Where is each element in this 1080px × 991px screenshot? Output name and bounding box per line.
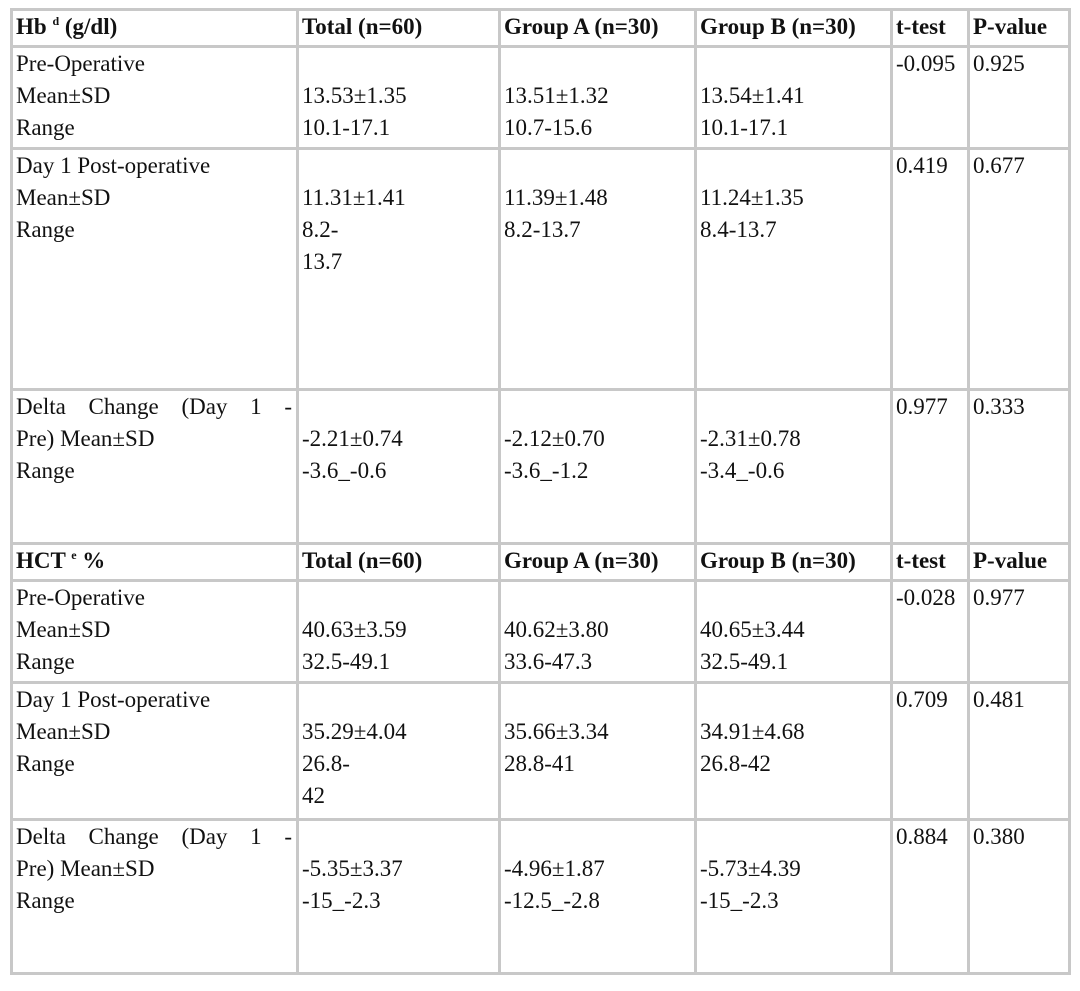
group-b-value xyxy=(696,683,892,820)
p-value: 0.333 xyxy=(969,390,1070,544)
row-label-line: Range xyxy=(16,751,75,776)
t-test-value: 0.977 xyxy=(892,390,969,544)
p-value: 0.977 xyxy=(969,581,1070,683)
mean-sd: 35.29±4.04 xyxy=(302,719,407,744)
mean-sd: 13.53±1.35 xyxy=(302,83,407,108)
group-b-value xyxy=(696,581,892,683)
group-b-value xyxy=(696,47,892,149)
group-a-value xyxy=(500,47,696,149)
row-label xyxy=(12,683,298,820)
mean-sd: 40.62±3.80 xyxy=(504,617,609,642)
range: 8.2-13.7 xyxy=(504,217,581,242)
range: 8.2- xyxy=(302,217,339,242)
group-b-value xyxy=(696,149,892,390)
range: 26.8-42 xyxy=(700,751,771,776)
row-label-line: Pre-Operative xyxy=(16,585,145,610)
header-hb xyxy=(12,10,298,47)
row-label-word: - xyxy=(284,394,292,419)
header-group-b: Group B (n=30) xyxy=(696,10,892,47)
row-label-line: Range xyxy=(16,217,75,242)
group-a-value xyxy=(500,581,696,683)
row-label-line: Day 1 Post-operative xyxy=(16,153,211,178)
table-row xyxy=(12,820,1070,974)
mean-sd: 13.54±1.41 xyxy=(700,83,805,108)
row-label-line: Mean±SD xyxy=(16,617,111,642)
row-label-line: Range xyxy=(16,115,75,140)
row-label-line xyxy=(16,391,296,423)
mean-sd: 40.63±3.59 xyxy=(302,617,407,642)
mean-sd: -2.21±0.74 xyxy=(302,426,403,451)
row-label-line: Pre) Mean±SD xyxy=(16,856,155,881)
row-label-line: Range xyxy=(16,458,75,483)
range-continued: 42 xyxy=(302,783,325,808)
row-label-word: 1 xyxy=(250,394,262,419)
header-label: Hb xyxy=(16,14,47,39)
mean-sd: -5.35±3.37 xyxy=(302,856,403,881)
mean-sd: 40.65±3.44 xyxy=(700,617,805,642)
range: 26.8- xyxy=(302,751,350,776)
t-test-value: 0.709 xyxy=(892,683,969,820)
header-total: Total (n=60) xyxy=(298,10,500,47)
row-label-word: Change xyxy=(88,824,159,849)
header-label: HCT xyxy=(16,548,66,573)
row-label-word: 1 xyxy=(250,824,262,849)
total-value xyxy=(298,581,500,683)
range: 10.7-15.6 xyxy=(504,115,593,140)
header-group-a: Group A (n=30) xyxy=(500,544,696,581)
range: 32.5-49.1 xyxy=(700,649,789,674)
header-unit: (g/dl) xyxy=(59,14,118,39)
range: -3.4_-0.6 xyxy=(700,458,785,483)
row-label-line: Day 1 Post-operative xyxy=(16,687,211,712)
row-label-line: Pre-Operative xyxy=(16,51,145,76)
p-value: 0.380 xyxy=(969,820,1070,974)
row-label xyxy=(12,820,298,974)
header-total: Total (n=60) xyxy=(298,544,500,581)
row-label-line: Mean±SD xyxy=(16,83,111,108)
mean-sd: -4.96±1.87 xyxy=(504,856,605,881)
mean-sd: 34.91±4.68 xyxy=(700,719,805,744)
range: 28.8-41 xyxy=(504,751,575,776)
row-label-word: Change xyxy=(88,394,159,419)
row-label-line: Mean±SD xyxy=(16,719,111,744)
row-label xyxy=(12,581,298,683)
t-test-value: -0.095 xyxy=(892,47,969,149)
range-continued: 13.7 xyxy=(302,249,343,274)
total-value xyxy=(298,47,500,149)
header-row-hct xyxy=(12,544,1070,581)
row-label xyxy=(12,149,298,390)
row-label-word: - xyxy=(284,824,292,849)
row-label-word: Delta xyxy=(16,394,66,419)
table-row xyxy=(12,390,1070,544)
mean-sd: 35.66±3.34 xyxy=(504,719,609,744)
range: 10.1-17.1 xyxy=(700,115,789,140)
group-b-value xyxy=(696,820,892,974)
results-table xyxy=(10,8,1071,975)
group-a-value xyxy=(500,390,696,544)
header-hct xyxy=(12,544,298,581)
group-a-value xyxy=(500,149,696,390)
mean-sd: -2.31±0.78 xyxy=(700,426,801,451)
row-label-line: Mean±SD xyxy=(16,185,111,210)
range: -3.6_-0.6 xyxy=(302,458,387,483)
t-test-value: -0.028 xyxy=(892,581,969,683)
range: -15_-2.3 xyxy=(700,888,779,913)
row-label-word: Delta xyxy=(16,824,66,849)
total-value xyxy=(298,149,500,390)
mean-sd: -5.73±4.39 xyxy=(700,856,801,881)
header-group-b: Group B (n=30) xyxy=(696,544,892,581)
range: -12.5_-2.8 xyxy=(504,888,600,913)
t-test-value: 0.419 xyxy=(892,149,969,390)
header-row-hb xyxy=(12,10,1070,47)
row-label-word: (Day xyxy=(181,824,228,849)
group-b-value xyxy=(696,390,892,544)
range: -15_-2.3 xyxy=(302,888,381,913)
header-group-a: Group A (n=30) xyxy=(500,10,696,47)
row-label-line xyxy=(16,821,296,853)
p-value: 0.925 xyxy=(969,47,1070,149)
row-label-line: Range xyxy=(16,888,75,913)
p-value: 0.677 xyxy=(969,149,1070,390)
table-row xyxy=(12,581,1070,683)
header-t-test: t-test xyxy=(892,10,969,47)
range: 10.1-17.1 xyxy=(302,115,391,140)
header-footnote-marker: d xyxy=(52,14,60,28)
row-label-line: Pre) Mean±SD xyxy=(16,426,155,451)
row-label xyxy=(12,47,298,149)
group-a-value xyxy=(500,683,696,820)
mean-sd: 11.39±1.48 xyxy=(504,185,608,210)
mean-sd: -2.12±0.70 xyxy=(504,426,605,451)
range: 8.4-13.7 xyxy=(700,217,777,242)
range: 33.6-47.3 xyxy=(504,649,593,674)
table-row xyxy=(12,683,1070,820)
total-value xyxy=(298,390,500,544)
group-a-value xyxy=(500,820,696,974)
header-unit: % xyxy=(76,548,106,573)
row-label-word: (Day xyxy=(181,394,228,419)
table-row xyxy=(12,47,1070,149)
mean-sd: 11.31±1.41 xyxy=(302,185,406,210)
header-t-test: t-test xyxy=(892,544,969,581)
row-label-line: Range xyxy=(16,649,75,674)
p-value: 0.481 xyxy=(969,683,1070,820)
t-test-value: 0.884 xyxy=(892,820,969,974)
table-row xyxy=(12,149,1070,390)
header-p-value: P-value xyxy=(969,10,1070,47)
mean-sd: 11.24±1.35 xyxy=(700,185,804,210)
header-footnote-marker: e xyxy=(71,548,77,562)
range: 32.5-49.1 xyxy=(302,649,391,674)
mean-sd: 13.51±1.32 xyxy=(504,83,609,108)
range: -3.6_-1.2 xyxy=(504,458,589,483)
total-value xyxy=(298,820,500,974)
header-p-value: P-value xyxy=(969,544,1070,581)
total-value xyxy=(298,683,500,820)
row-label xyxy=(12,390,298,544)
